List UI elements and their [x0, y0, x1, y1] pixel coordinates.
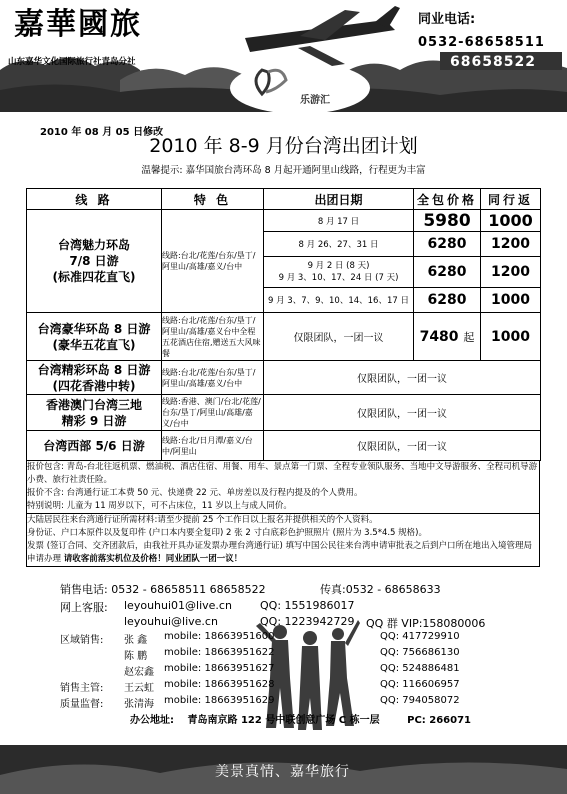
staff-mobile: mobile: 18663951600 [164, 631, 275, 642]
route-name-line: (标准四花直飞) [52, 270, 136, 284]
exclude-label: 报价不含: [27, 488, 64, 498]
fanli: 1000 [481, 288, 541, 313]
table-row [27, 395, 541, 431]
route-name-line: (豪华五花直飞) [52, 337, 136, 352]
group-note: 仅限团队，一团一议 [264, 313, 414, 361]
staff-mobile: mobile: 18663951627 [164, 663, 275, 674]
hotline-label: 同业电话: [418, 12, 476, 27]
info-row [27, 461, 540, 514]
group-note: 仅限团队，一团一议 [264, 395, 541, 431]
departure-date: 8 月 26、27、31 日 [264, 232, 414, 257]
staff-qq: QQ: 417729910 [380, 631, 460, 642]
staff-mobile: mobile: 18663951629 [164, 695, 275, 706]
qq-1: QQ: 1551986017 [260, 599, 355, 612]
route-name [27, 313, 162, 361]
logo-text: 乐游汇 [300, 95, 330, 106]
table-row [27, 361, 541, 395]
staff-name: 赵宏鑫 [124, 667, 154, 678]
notice-text: 温馨提示: 嘉华国旅台湾环岛 8 月起开通阿里山线路，行程更为丰富 [141, 165, 426, 176]
route-name-line: 台湾西部 5/6 日游 [43, 438, 145, 453]
price [414, 313, 481, 361]
info-table [26, 460, 540, 567]
fanli: 1000 [481, 313, 541, 361]
route-feature: 线路:台北/花莲/台东/垦丁/阿里山/高雄/嘉义台中全程五花酒店住宿,赠送五大风味餐 [162, 313, 264, 361]
include-label: 报价包含: [27, 462, 64, 472]
table-header-row [27, 189, 541, 210]
header-feature: 特 色 [162, 189, 264, 210]
route-name-line: 香港澳门台湾三地 [45, 397, 142, 412]
docs-note: 请收客前落实机位及价格！同业团队一团一议！ [63, 554, 243, 564]
route-name [27, 361, 162, 395]
info-row [27, 514, 540, 567]
sales-phone-value: 0532 - 68658511 68658522 [111, 583, 266, 596]
staff-qq: QQ: 794058072 [380, 695, 460, 706]
page-title: 2010 年 8-9 月份台湾出团计划 [149, 135, 418, 157]
staff-qq: QQ: 756686130 [380, 647, 460, 658]
price: 6280 [414, 232, 481, 257]
staff-role: 销售主管: [60, 683, 104, 694]
header-route: 线 路 [27, 189, 162, 210]
fax [320, 581, 441, 597]
brand-logo-text: 嘉華國旅 [14, 7, 142, 42]
postal-code: PC: 266071 [407, 715, 472, 726]
msn-1[interactable]: leyouhui01@live.cn [124, 599, 232, 612]
staff-name: 张清海 [124, 699, 154, 710]
info-include [27, 461, 540, 514]
departure-date: 8 月 17 日 [264, 210, 414, 232]
departure-date: 9 月 2 日 (8 天) 9 月 3、10、17、24 日 (7 天) [264, 257, 414, 288]
route-name-line: 台湾魅力环岛 [57, 238, 130, 252]
header [0, 0, 567, 112]
footer-slogan: 美景真情、嘉华旅行 [215, 764, 350, 780]
staff-mobile: mobile: 18663951622 [164, 647, 275, 658]
staff-qq: QQ: 116606957 [380, 679, 460, 690]
price: 6280 [414, 288, 481, 313]
staff-qq: QQ: 524886481 [380, 663, 460, 674]
price-suffix: 起 [463, 330, 475, 344]
tour-table [26, 188, 541, 461]
route-name-line: 精彩 9 日游 [61, 413, 127, 428]
staff-name: 张 鑫 [124, 635, 148, 646]
staff-name: 陈 鹏 [124, 651, 148, 662]
staff-role: 质量监督: [60, 699, 104, 710]
route-feature: 线路:香港、澳门/台北/花莲/台东/垦丁/阿里山/高雄/嘉义/台中 [162, 395, 264, 431]
route-name [27, 210, 162, 313]
office-value: 青岛南京路 122 号中联创意广场 C 栋一层 [187, 715, 380, 726]
route-name-line: 台湾精彩环岛 8 日游 [37, 362, 151, 377]
price-value: 7480 [419, 328, 459, 345]
sales-phone-label: 销售电话: [60, 583, 108, 596]
docs-line: 身份证、户口本原件以及复印件 (户口本内要全复印) 2 张 2 寸白底彩色护照照片 (照片为 3.5*4.5 规格)。 [27, 528, 427, 538]
route-feature: 线路:台北/花莲/台东/垦丁/阿里山/高雄/嘉义/台中 [162, 210, 264, 313]
group-note: 仅限团队，一团一议 [264, 431, 541, 461]
route-name-line: 台湾豪华环岛 8 日游 [37, 321, 151, 336]
exclude-text: 台湾通行证工本费 50 元、快递费 22 元、单房差以及行程内提及的个人费用。 [66, 488, 363, 498]
docs-line: 大陆居民往来台湾通行证所需材料:请至少提前 25 个工作日以上报名并提供相关的个人资料。 [27, 515, 378, 525]
route-name-line: (四花香港中转) [52, 378, 136, 393]
online-label: 网上客服: [60, 601, 108, 614]
staff-name: 王云虹 [124, 683, 154, 694]
child-label: 特别说明: [27, 501, 64, 511]
qq-2: QQ: 1223942729 [260, 615, 355, 628]
table-row [27, 431, 541, 461]
update-date: 2010 年 08 月 05 日修改 [40, 127, 164, 138]
hotline-number-2: 68658522 [450, 54, 536, 70]
include-text: 青岛-台北往返机票、燃油税、酒店住宿、用餐、用车、景点第一门票、全程专业领队服务、当地中文导游服务、全程司机导游小费、旅行社责任险。 [27, 462, 538, 485]
region-label: 区域销售: [60, 635, 104, 646]
staff-mobile: mobile: 18663951628 [164, 679, 275, 690]
footer [0, 745, 567, 794]
group-note: 仅限团队，一团一议 [264, 361, 541, 395]
departure-date: 9 月 3、7、9、10、14、16、17 日 [264, 288, 414, 313]
route-name [27, 395, 162, 431]
price: 5980 [414, 210, 481, 232]
office-address [130, 711, 471, 726]
header-fanli: 同行返 [481, 189, 541, 210]
info-docs [27, 514, 540, 567]
header-price: 全包价格 [414, 189, 481, 210]
table-row [27, 210, 541, 232]
fax-label: 传真: [320, 583, 346, 596]
docs-line: 发票 (签订合同、交齐团款后，由我社开具办证发票办理台湾通行证) 填写中国公民往来台湾申请审批表之后到户口所在地出入境管理局申请办理 [27, 541, 533, 564]
child-text: 儿童为 11 周岁以下，可不占床位，11 岁以上与成人同价。 [66, 501, 292, 511]
route-feature: 线路:台北/花莲/台东/垦丁/阿里山/高雄/嘉义/台中 [162, 361, 264, 395]
fanli: 1200 [481, 232, 541, 257]
office-label: 办公地址: [130, 715, 174, 726]
msn-2[interactable]: leyouhui@live.cn [124, 615, 218, 628]
route-name [27, 431, 162, 461]
brand-subtitle: 山东嘉华文化国际旅行社青岛分社 [8, 57, 136, 67]
fax-value: 0532 - 68658633 [345, 583, 441, 596]
qq-group: QQ 群 VIP:158080006 [366, 617, 486, 630]
sales-phone [60, 581, 266, 597]
route-feature: 线路:台北/日月潭/嘉义/台中/阿里山 [162, 431, 264, 461]
route-name-line: 7/8 日游 [69, 254, 119, 268]
tour-table-wrapper [26, 188, 540, 567]
hotline-number: 0532-68658511 [418, 35, 545, 50]
fanli: 1200 [481, 257, 541, 288]
table-row [27, 313, 541, 361]
header-date: 出团日期 [264, 189, 414, 210]
price: 6280 [414, 257, 481, 288]
fanli: 1000 [481, 210, 541, 232]
